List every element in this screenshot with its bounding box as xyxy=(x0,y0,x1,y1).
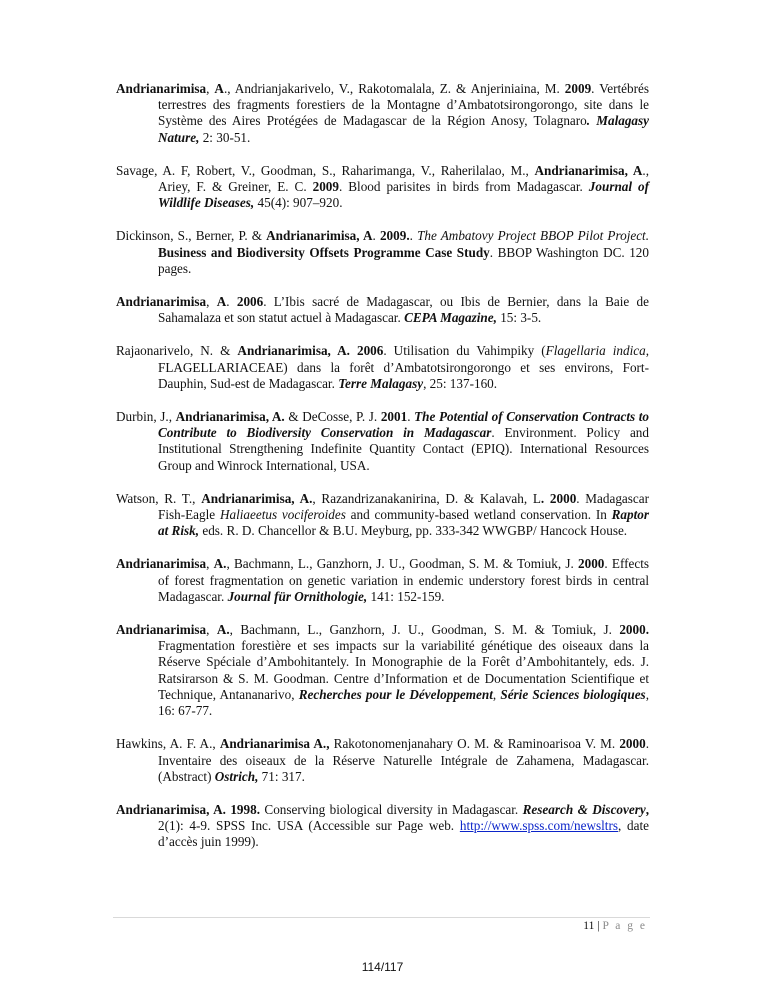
ref-text: , Bachmann, L., Ganzhorn, J. U., Goodman, S. M. & Tomiuk, J. xyxy=(226,556,579,572)
ref-text: 45(4): 907–920. xyxy=(254,195,343,211)
ref-text: Hawkins, A. F. A., xyxy=(116,736,220,752)
author-name: Andrianarimisa, A xyxy=(266,228,373,244)
ref-year: 2000 xyxy=(619,736,646,752)
ref-text: . Effects of forest fragmentation on genetic variation in endemic understory forest birds in central Madagascar. xyxy=(158,556,649,604)
ref-text: 2(1): 4-9. SPSS Inc. USA (Accessible sur Page web. xyxy=(158,818,460,834)
author-name: Andrianarimisa xyxy=(116,556,207,572)
ref-year: . 2000 xyxy=(540,490,577,506)
author-name: Andrianarimisa xyxy=(116,81,207,96)
author-initial: A. xyxy=(213,556,227,572)
ref-text: & DeCosse, P. J. xyxy=(284,409,381,425)
author-name: Andrianarimisa, A. 2006 xyxy=(237,343,384,359)
ref-year: 2009 xyxy=(564,81,592,96)
ref-year: 2000. xyxy=(619,622,649,638)
ref-text: , FLAGELLARIACEAE) dans la forêt d’Ambatotsirongorongo et ses environs, Fort-Dauphin, Sud-est de Madagascar. xyxy=(158,343,649,391)
ref-text: 71: 317. xyxy=(258,768,305,784)
ref-text: . xyxy=(407,409,415,425)
ref-text: , 25: 137-160. xyxy=(423,375,498,391)
author-name: Andrianarimisa xyxy=(116,622,207,638)
species-name: Flagellaria indica xyxy=(545,343,646,359)
ref-text: eds. R. D. Chancellor & B.U. Meyburg, pp. 333-342 WWGBP/ Hancock House. xyxy=(199,523,628,539)
author-initial: A xyxy=(216,294,227,310)
series-title: Série Sciences biologiques xyxy=(500,686,646,702)
ref-text: 2: 30-51. xyxy=(199,129,251,145)
book-title: Raptor at Risk, xyxy=(158,507,649,539)
web-link[interactable]: http://www.spss.com/newsltrs xyxy=(459,818,618,834)
species-name: Haliaeetus vociferoides xyxy=(219,507,346,523)
ref-text: . Utilisation du Vahimpiky ( xyxy=(383,343,546,359)
ref-text: . Vertébrés terrestres des fragments forestiers de la Montagne d’Ambatotsirongorongo, site dans le Système des Aires Protégées de Madagascar de la Région Anosy, Tolagnaro xyxy=(158,81,649,129)
page-separator: | xyxy=(597,920,600,932)
journal-title: Journal of Wildlife Diseases, xyxy=(158,179,649,211)
reference-item xyxy=(116,343,649,392)
ref-text: , xyxy=(492,686,501,702)
reference-item xyxy=(116,228,649,277)
ref-text: , Razandrizanakanirina, D. & Kalavah, L xyxy=(312,490,541,506)
ref-text: . xyxy=(226,294,237,310)
author-name: Andrianarimisa, A xyxy=(534,162,643,178)
reference-item xyxy=(116,556,649,605)
reference-item xyxy=(116,736,649,785)
ref-punct: , xyxy=(645,801,650,817)
ref-text: , 16: 67-77. xyxy=(158,686,649,719)
ref-year: 2000 xyxy=(578,556,605,572)
ref-text: . Inventaire des oiseaux de la Réserve Naturelle Intégrale de Zahamena, Madagascar. (Abstract) xyxy=(158,736,649,784)
ref-text: and community-based wetland conservation. In xyxy=(345,507,612,523)
ref-year: 2006 xyxy=(236,294,264,310)
ref-year: 2001 xyxy=(380,409,408,425)
ref-text: ., Ariey, F. & Greiner, E. C. xyxy=(158,162,649,195)
page-number: 11 xyxy=(583,920,595,932)
reference-list xyxy=(116,81,649,851)
ref-text: Rakotonomenjanahary O. M. & Raminoarisoa V. M. xyxy=(329,736,620,752)
ref-text: . L’Ibis sacré de Madagascar, ou Ibis de Bernier, dans la Baie de Sahamalaza et son statut actuel à Madagascar. xyxy=(158,294,650,326)
ref-text: . Environment. Policy and Institutional Strengthening Indefinite Quantity Contact (EPIQ). International Resources Group and Winrock International, USA. xyxy=(158,425,649,473)
ref-year: 2009. xyxy=(379,228,410,244)
page-footer xyxy=(583,920,647,932)
reference-item xyxy=(116,409,649,474)
ref-text: , xyxy=(206,622,217,638)
ref-text: , xyxy=(206,556,214,572)
ref-year: 2009 xyxy=(312,179,339,195)
author-initial: A xyxy=(214,81,224,96)
journal-title: . Malagasy Nature, xyxy=(158,113,649,145)
journal-title: Research & Discovery xyxy=(522,801,646,817)
project-title: The Ambatovy Project BBOP Pilot Project. xyxy=(417,228,650,244)
series-title: Business and Biodiversity Offsets Programme Case Study xyxy=(158,244,490,260)
reference-item xyxy=(116,81,649,146)
author-initial: A. xyxy=(216,622,230,638)
ref-text: 141: 152-159. xyxy=(367,588,445,604)
journal-title: Ostrich, xyxy=(214,768,259,784)
journal-title: Terre Malagasy xyxy=(338,375,424,391)
ref-text: Durbin, J., xyxy=(116,409,176,425)
report-title: The Potential of Conservation Contracts to Contribute to Biodiversity Conservation in Madagascar xyxy=(158,409,650,441)
ref-text: , xyxy=(206,294,217,310)
author-name: Andrianarimisa, A. xyxy=(201,490,313,506)
ref-text: . Madagascar Fish-Eagle xyxy=(158,490,650,523)
ref-text: Watson, R. T., xyxy=(116,490,202,506)
reference-item xyxy=(116,163,649,212)
ref-text: , Bachmann, L., Ganzhorn, J. U., Goodman, S. M. & Tomiuk, J. xyxy=(229,622,620,638)
journal-title: CEPA Magazine, xyxy=(404,310,497,326)
author-name: Andrianarimisa, A. xyxy=(175,409,285,425)
ref-text: Dickinson, S., Berner, P. & xyxy=(116,228,267,244)
journal-title: Recherches pour le Développement xyxy=(298,686,493,702)
ref-text: , date d’accès juin 1999). xyxy=(158,818,650,850)
reference-item xyxy=(116,622,649,719)
ref-text: Conserving biological diversity in Madagascar. xyxy=(260,801,523,817)
page-word: P a g e xyxy=(602,920,647,932)
footer-divider xyxy=(113,917,650,918)
ref-text: . Blood parisites in birds from Madagascar. xyxy=(338,179,589,195)
ref-text: Savage, A. F, Robert, V., Goodman, S., Raharimanga, V., Raherilalao, M., xyxy=(116,162,535,178)
ref-text: . xyxy=(372,228,380,244)
reference-item xyxy=(116,294,649,326)
ref-text: ., Andrianjakarivelo, V., Rakotomalala, Z. & Anjeriniaina, M. xyxy=(223,81,565,96)
author-name: Andrianarimisa xyxy=(116,294,207,310)
journal-title: Journal für Ornithologie, xyxy=(227,588,368,604)
ref-text: . BBOP Washington DC. 120 pages. xyxy=(158,244,649,276)
ref-text: , xyxy=(206,81,215,96)
ref-text: Fragmentation forestière et ses impacts sur la variabilité génétique des oiseaux dans la Réserve Spéciale d’Ambohitantely. In Monographie de la Forêt d’Ambohitantely, eds. J. Ratsirarson & S. M. Goodman. Centre d’Information et de Documentation Scientifique et Technique, Antananarivo, xyxy=(158,638,649,702)
document-page-counter: 114/117 xyxy=(361,960,404,974)
reference-item xyxy=(116,491,649,540)
reference-item xyxy=(116,802,649,851)
ref-text: . xyxy=(409,228,418,244)
author-name: Andrianarimisa, A. 1998. xyxy=(116,801,260,817)
ref-text: 15: 3-5. xyxy=(496,310,542,326)
author-name: Andrianarimisa A., xyxy=(219,736,330,752)
ref-text: Rajaonarivelo, N. & xyxy=(116,343,238,359)
